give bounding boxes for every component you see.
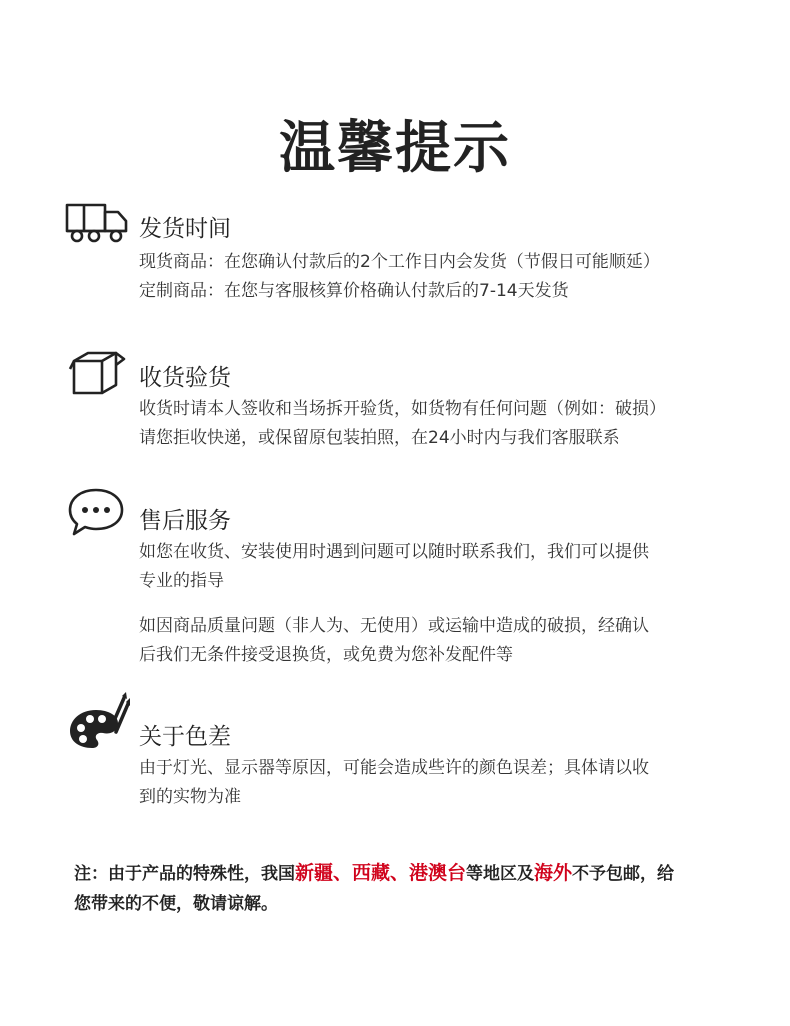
text-line: 如因商品质量问题（非人为、无使用）或运输中造成的破损，经确认 [139,616,649,636]
paint-palette-icon [66,690,132,752]
section-heading: 发货时间 [139,216,231,242]
package-box-icon [68,347,128,397]
section-paragraph [139,538,739,596]
section-paragraph [139,248,739,306]
page-title: 温馨提示 [279,116,511,181]
section-heading: 收货验货 [139,365,231,391]
note-highlight-overseas: 海外 [534,862,573,884]
section-heading: 关于色差 [139,724,231,750]
chat-bubble-icon [66,486,126,538]
section-heading: 售后服务 [139,508,231,534]
note-highlight-regions: 新疆、西藏、港澳台 [295,862,467,884]
section-paragraph [139,395,739,453]
text-line: 由于灯光、显示器等原因，可能会造成些许的颜色误差；具体请以收 [139,758,649,778]
shipping-note [74,858,734,919]
text-line: 如您在收货、安装使用时遇到问题可以随时联系我们，我们可以提供 [139,542,649,562]
note-text: 您带来的不便，敬请谅解。 [74,894,278,914]
text-line: 定制商品：在您与客服核算价格确认付款后的7-14天发货 [139,281,569,301]
section-paragraph [139,754,739,812]
section-paragraph [139,612,739,670]
note-text: 不予包邮，给 [572,864,675,884]
text-line: 到的实物为准 [139,787,241,807]
text-line: 后我们无条件接受退换货，或免费为您补发配件等 [139,645,513,665]
text-line: 请您拒收快递，或保留原包装拍照，在24小时内与我们客服联系 [139,428,620,448]
note-text: 等地区及 [466,864,535,884]
text-line: 现货商品：在您确认付款后的2个工作日内会发货（节假日可能顺延） [139,252,660,272]
note-text: 注：由于产品的特殊性，我国 [74,864,295,884]
delivery-truck-icon [64,200,130,244]
text-line: 收货时请本人签收和当场拆开验货，如货物有任何问题（例如：破损） [139,399,666,419]
text-line: 专业的指导 [139,571,224,591]
